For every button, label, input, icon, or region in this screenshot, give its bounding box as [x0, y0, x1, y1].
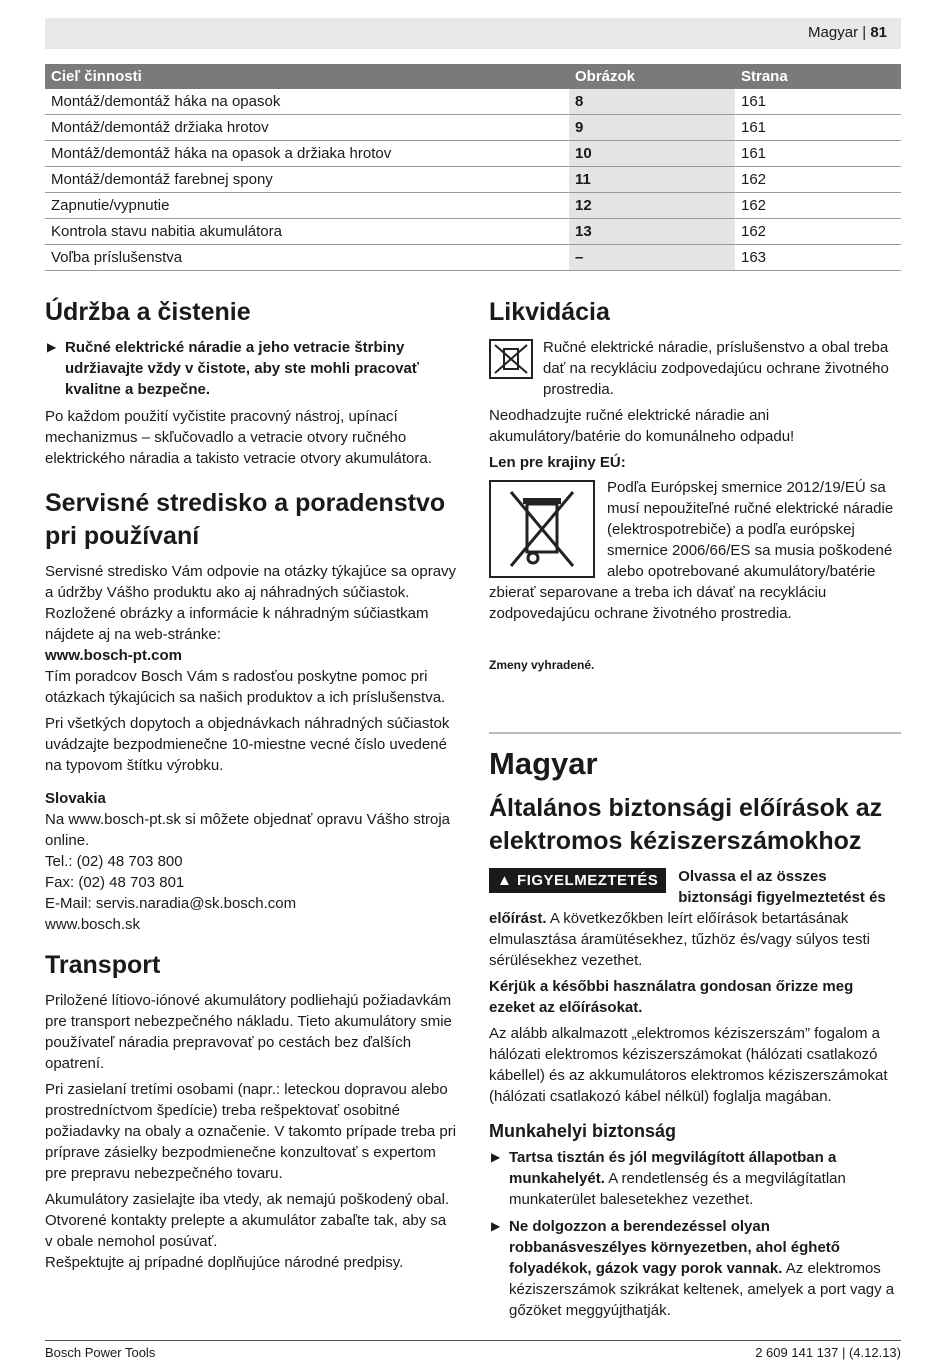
maintenance-bullet: ▶ Ručné elektrické náradie a jeho vetracie štrbiny udržiavajte vždy v čistote, aby ste mohli pracovať kvalitne a bezpečne. — [47, 339, 419, 398]
table-row: Zapnutie/vypnutie 12 162 — [45, 193, 901, 219]
table-header-row — [45, 64, 901, 89]
table-row: Kontrola stavu nabitia akumulátora 13 162 — [45, 219, 901, 245]
slovakia-phone: Tel.: (02) 48 703 800 — [45, 853, 183, 870]
col-header-task: Cieľ činnosti — [45, 64, 569, 89]
bullet-arrow-icon: ▶ — [491, 1219, 501, 1233]
disposal-text-2: Neodhadzujte ručné elektrické náradie ani akumulátory/batérie do komunálneho odpadu! — [489, 407, 795, 445]
left-column — [45, 296, 457, 1278]
definition-text: Az alább alkalmazott „elektromos kéziszerszám” fogalom a hálózati elektromos kéziszerszámokat (hálózati csatlakozó kábellel) és az akkumulátoros elektromos kéziszerszámokat (hálózati csatlakozó kábel nélkül) foglalja magában. — [489, 1025, 888, 1105]
eu-text: Podľa Európskej smernice 2012/19/EÚ sa musí nepoužiteľné ručné elektrické náradie (elektrospotrebiče) a podľa európskej smernice 2006/66/ES sa musia poškodené alebo opotrebované akumulátory/batérie zbierať separovane a treba ich dávať na recykláciu zodpovedajúcu ochrane životného prostredia. — [489, 479, 894, 622]
service-advisors-text: Tím poradcov Bosch Vám s radosťou poskytne pomoc pri otázkach týkajúcich sa našich produktov a ich príslušenstva. — [45, 668, 446, 706]
page-footer — [45, 1340, 901, 1360]
slovakia-fax: Fax: (02) 48 703 801 — [45, 874, 185, 891]
service-url: www.bosch-pt.com — [45, 647, 182, 664]
maintenance-text: Po každom použití vyčistite pracovný nástroj, upínací mechanizmus – skľučovadlo a vetracie otvory ručného elektrického náradia a takisto vetracie otvory akumulátora. — [45, 408, 432, 467]
slovakia-email: E-Mail: servis.naradia@sk.bosch.com — [45, 895, 297, 912]
footer-docnum: 2 609 141 137 | (4.12.13) — [755, 1345, 901, 1360]
transport-text-2: Pri zasielaní tretími osobami (napr.: leteckou dopravou alebo prostredníctvom špedície) treba rešpektovať osobitné požiadavky na obaly a označenie. V takomto prípade treba pri príprave zásielky bezpodmienečne konzultovať s expertom pre prepravu nebezpečného tovaru. — [45, 1081, 457, 1182]
col-header-page: Strana — [735, 64, 901, 89]
workplace-bullet-1: ▶ Tartsa tisztán és jól megvilágított állapotban a munkahelyét. A rendetlenség és a megvilágítatlan munkaterület balesetekhez vezethet. — [491, 1149, 846, 1208]
eu-heading: Len pre krajiny EÚ: — [489, 454, 626, 471]
language-heading: Magyar — [489, 746, 598, 781]
slovakia-heading: Slovakia — [45, 790, 106, 807]
maintenance-heading: Údržba a čistenie — [45, 298, 251, 326]
disposal-text-1: Ručné elektrické náradie, príslušenstvo a obal treba dať na recykláciu zodpovedajúcu ochrane životného prostredia. — [543, 339, 889, 398]
workplace-bullet-2: ▶ Ne dolgozzon a berendezéssel olyan robbanásveszélyes környezetben, ahol éghető folyadékok, gázok vagy porok vannak. Az elektromos kéziszerszámok szikrákat keltenek, amelyek a port vagy a gőzöket meggyújthatják. — [491, 1218, 895, 1319]
workplace-heading: Munkahelyi biztonság — [489, 1121, 677, 1141]
table-row: Montáž/demontáž háka na opasok 8 161 — [45, 89, 901, 115]
task-table — [45, 64, 901, 271]
warning-badge: ▲ FIGYELMEZTETÉS — [489, 868, 666, 893]
bullet-arrow-icon: ▶ — [491, 1150, 501, 1164]
slovakia-website: www.bosch.sk — [45, 916, 141, 933]
service-heading: Servisné stredisko a poradenstvo pri používaní — [45, 489, 446, 550]
transport-text-3: Akumulátory zasielajte iba vtedy, ak nemajú poškodený obal. Otvorené kontakty prelepte a akumulátor zabaľte tak, aby sa v obale nemohol posúvať. — [45, 1191, 450, 1250]
service-orders-text: Pri všetkých dopytoch a objednávkach náhradných súčiastok uvádzajte bezpodmienečne 10-miestne vecné číslo uvedené na typovom štítku výrobku. — [45, 715, 450, 774]
footer-brand: Bosch Power Tools — [45, 1345, 156, 1360]
table-row: Voľba príslušenstva – 163 — [45, 245, 901, 271]
no-trash-icon — [489, 339, 533, 379]
disposal-heading: Likvidácia — [489, 298, 610, 326]
eu-block — [489, 477, 901, 629]
safety-heading: Általános biztonsági előírások az elektromos kéziszerszámokhoz — [489, 794, 883, 855]
right-column — [489, 296, 901, 1327]
crossed-bin-icon — [489, 480, 595, 578]
page-number: Magyar | 81 — [808, 24, 887, 41]
table-row: Montáž/demontáž farebnej spony 11 162 — [45, 167, 901, 193]
bullet-arrow-icon: ▶ — [47, 340, 57, 354]
col-header-figure: Obrázok — [569, 64, 735, 89]
keep-instructions: Kérjük a későbbi használatra gondosan őrizze meg ezeket az előírásokat. — [489, 978, 854, 1016]
page-header — [45, 18, 901, 49]
service-text: Servisné stredisko Vám odpovie na otázky týkajúce sa opravy a údržby Vášho produktu ako aj náhradných súčiastok. Rozložené obrázky a informácie k náhradným súčiastkam nájdete aj na web-stránke: — [45, 563, 457, 643]
section-divider — [489, 732, 901, 734]
table-row: Montáž/demontáž háka na opasok a držiaka hrotov 10 161 — [45, 141, 901, 167]
warning-triangle-icon: ▲ — [497, 872, 513, 889]
warning-block: ▲ FIGYELMEZTETÉS Olvassa el az összes biztonsági figyelmeztetést és előírást. A következőkben leírt előírások betartásának elmulasztása áramütésekhez, tűzhöz és/vagy súlyos testi sérülésekhez vezethet. — [489, 868, 886, 969]
slovakia-online: Na www.bosch-pt.sk si môžete objednať opravu Vášho stroja online. — [45, 811, 450, 849]
table-row: Montáž/demontáž držiaka hrotov 9 161 — [45, 115, 901, 141]
transport-text-4: Rešpektujte aj prípadné doplňujúce národné predpisy. — [45, 1254, 404, 1271]
transport-heading: Transport — [45, 951, 161, 979]
disposal-block — [489, 337, 901, 405]
transport-text-1: Priložené lítiovo-iónové akumulátory podliehajú požiadavkám pre transport nebezpečného nákladu. Tieto akumulátory smie používateľ náradia prepravovať po cestách bez ďalších opatrení. — [45, 992, 452, 1072]
changes-reserved: Zmeny vyhradené. — [489, 658, 595, 672]
